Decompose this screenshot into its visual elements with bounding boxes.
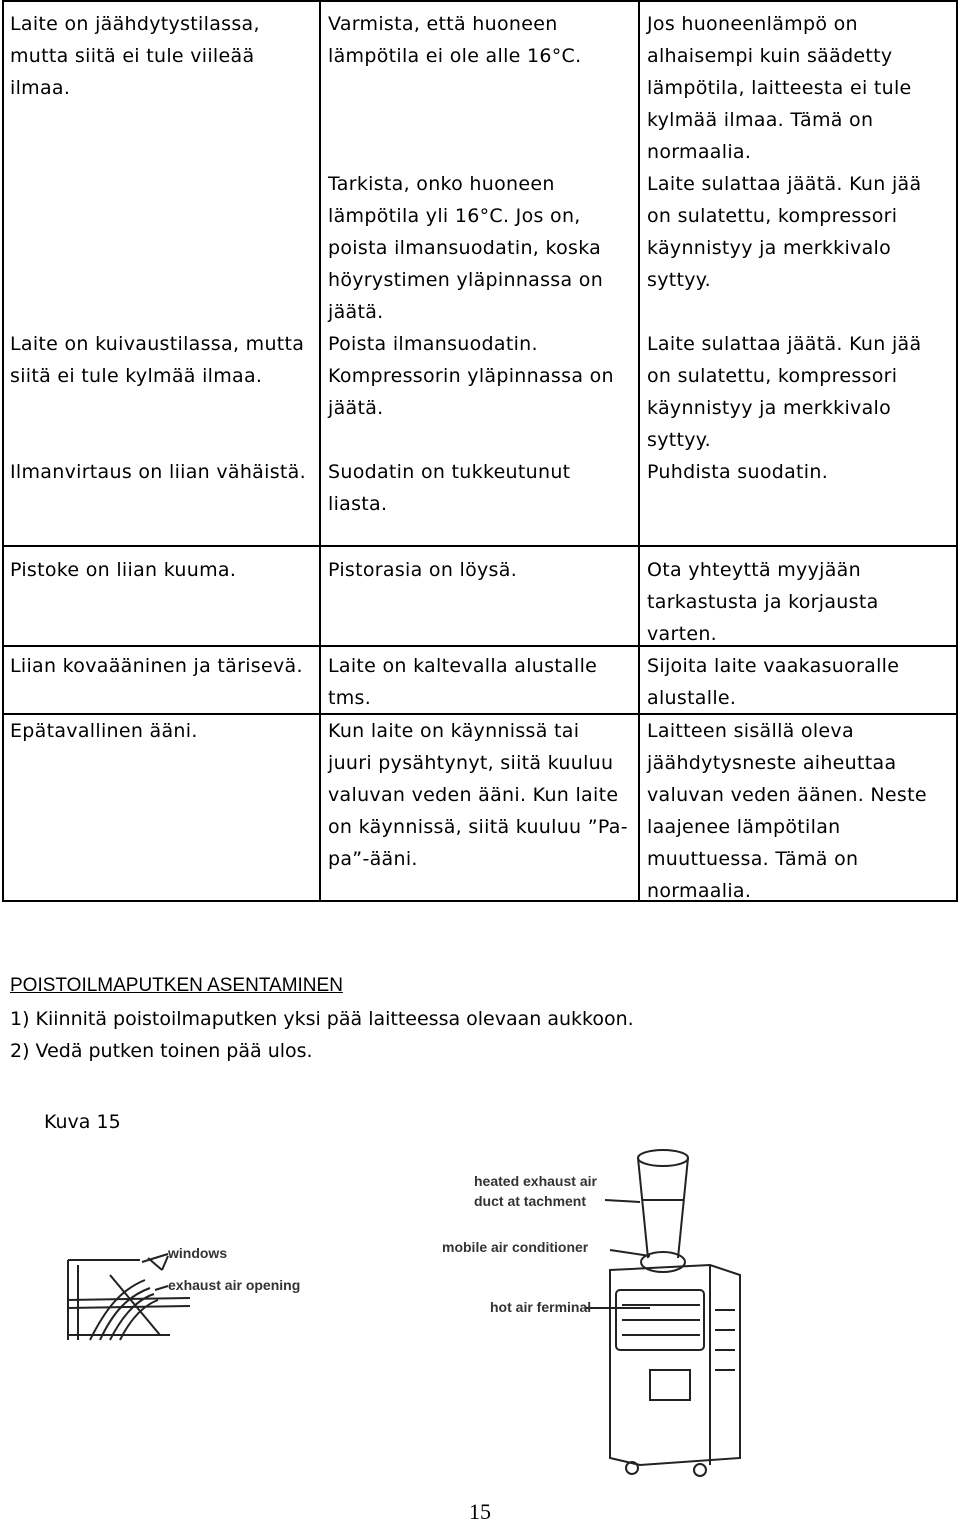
table-cell-cause: Pistorasia on löysä. xyxy=(328,559,518,581)
table-row-divider xyxy=(2,545,958,547)
table-border-right xyxy=(956,0,958,902)
air-conditioner-illustration xyxy=(610,1265,740,1476)
figure-caption: Kuva 15 xyxy=(44,1111,121,1133)
table-column-divider-2 xyxy=(638,0,640,902)
table-cell-problem: Laite on jäähdytystilassa, mutta siitä ei tule viileää ilmaa. xyxy=(10,13,260,99)
table-cell-problem: Pistoke on liian kuuma. xyxy=(10,559,237,581)
window-illustration xyxy=(68,1256,190,1340)
windows-label: windows xyxy=(168,1245,228,1261)
hot-air-terminal-label: hot air ferminal xyxy=(490,1299,592,1315)
heated-duct-label: heated exhaust air xyxy=(474,1173,597,1189)
table-cell-cause: Laite on kaltevalla alustalle tms. xyxy=(328,655,598,709)
exhaust-duct-illustration xyxy=(638,1150,688,1272)
instruction-step: 2) Vedä putken toinen pää ulos. xyxy=(10,1040,313,1062)
table-cell-cause: Kun laite on käynnissä tai juuri pysähtynyt, siitä kuuluu valuvan veden ääni. Kun laite on käynnissä, siitä kuuluu ”Pa-pa”-ääni. xyxy=(328,720,628,870)
table-border-left xyxy=(2,0,4,902)
heated-duct-label-line2: duct at tachment xyxy=(474,1193,587,1209)
installation-figure xyxy=(50,1140,770,1480)
table-cell-solution: Laite sulattaa jäätä. Kun jää on sulatettu, kompressori käynnistyy ja merkkivalo syttyy. xyxy=(647,333,922,451)
table-cell-solution: Puhdista suodatin. xyxy=(647,461,829,483)
table-cell-solution: Laite sulattaa jäätä. Kun jää on sulatettu, kompressori käynnistyy ja merkkivalo syttyy. xyxy=(647,173,922,291)
table-cell-solution: Sijoita laite vaakasuoralle alustalle. xyxy=(647,655,900,709)
table-cell-cause: Poista ilmansuodatin. Kompressorin yläpinnassa on jäätä. xyxy=(328,333,614,419)
table-cell-problem: Laite on kuivaustilassa, mutta siitä ei tule kylmää ilmaa. xyxy=(10,333,305,387)
table-cell-cause: Suodatin on tukkeutunut liasta. xyxy=(328,461,571,515)
table-cell-problem: Ilmanvirtaus on liian vähäistä. xyxy=(10,461,306,483)
table-cell-solution: Laitteen sisällä oleva jäähdytysneste aiheuttaa valuvan veden äänen. Neste laajenee lämpötilan muuttuessa. Tämä on normaalia. xyxy=(647,720,927,902)
table-cell-cause: Tarkista, onko huoneen lämpötila yli 16°C. Jos on, poista ilmansuodatin, koska höyrystimen yläpinnassa on jäätä. xyxy=(328,173,604,323)
table-cell-solution: Jos huoneenlämpö on alhaisempi kuin säädetty lämpötila, laitteesta ei tule kylmää ilmaa. Tämä on normaalia. xyxy=(647,13,912,163)
mobile-ac-label: mobile air conditioner xyxy=(442,1239,589,1255)
table-cell-cause: Varmista, että huoneen lämpötila ei ole alle 16°C. xyxy=(328,13,582,67)
table-border-top xyxy=(2,0,958,2)
table-cell-solution: Ota yhteyttä myyjään tarkastusta ja korjausta varten. xyxy=(647,559,879,645)
table-cell-problem: Epätavallinen ääni. xyxy=(10,720,198,742)
section-heading: POISTOILMAPUTKEN ASENTAMINEN xyxy=(10,975,343,996)
exhaust-opening-label: exhaust air opening xyxy=(168,1277,301,1293)
table-cell-problem: Liian kovaääninen ja tärisevä. xyxy=(10,655,303,677)
instruction-step: 1) Kiinnitä poistoilmaputken yksi pää laitteessa olevaan aukkoon. xyxy=(10,1008,634,1030)
page-number: 15 xyxy=(469,1499,491,1524)
table-column-divider-1 xyxy=(319,0,321,902)
